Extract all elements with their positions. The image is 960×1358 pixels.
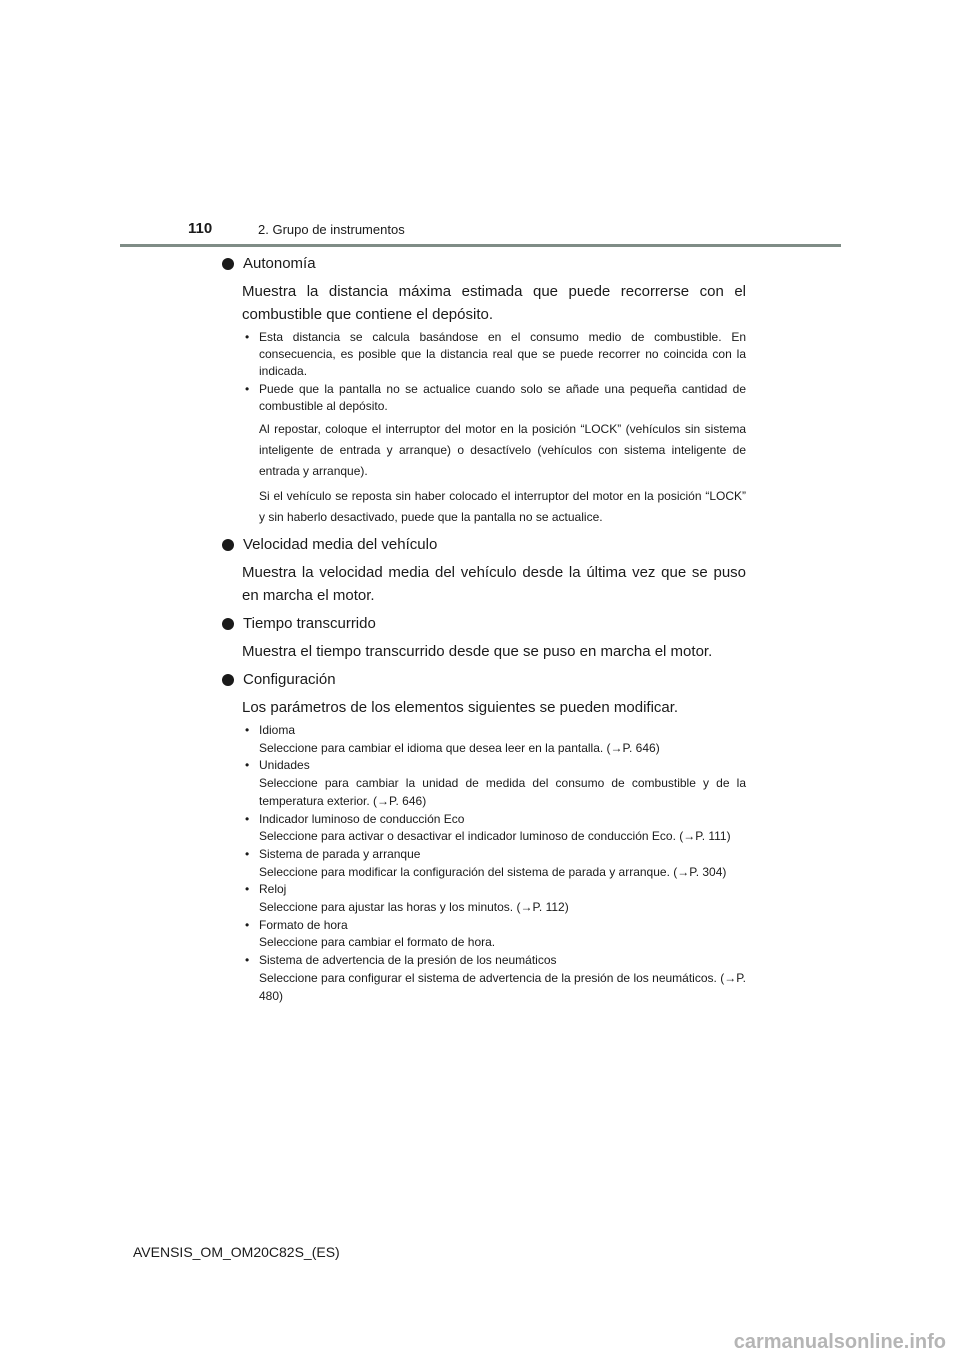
- bullet-circle-icon: [222, 258, 234, 270]
- section-body: Los parámetros de los elementos siguientes se pueden modificar.: [242, 699, 679, 716]
- settings-item-name: Sistema de advertencia de la presión de los neumáticos: [259, 953, 557, 968]
- watermark: carmanualsonline.info: [733, 1331, 946, 1353]
- section-autonomia: [222, 254, 746, 528]
- settings-item-name: Reloj: [259, 882, 287, 897]
- settings-item-name: Indicador luminoso de conducción Eco: [259, 811, 465, 826]
- section-heading-text: Velocidad media del vehículo: [243, 536, 438, 553]
- section-body: Muestra la distancia máxima estimada que puede recorrerse con el combustible que contiene el depósito.: [242, 283, 746, 323]
- section-title: 2. Grupo de instrumentos: [258, 222, 405, 237]
- note-item: • Esta distancia se calcula basándose en el consumo medio de combustible. En consecuencia, es posible que la distancia real que se puede recorrer no coincida con la indicada.: [242, 329, 746, 380]
- bullet-circle-icon: [222, 618, 234, 630]
- header-rule: [120, 244, 841, 247]
- settings-item-name: Formato de hora: [259, 917, 348, 932]
- section-heading-text: Tiempo transcurrido: [243, 615, 376, 632]
- section-velocidad: [222, 535, 746, 607]
- settings-item-desc: Seleccione para cambiar el formato de hora.: [259, 935, 496, 950]
- section-heading: [222, 535, 746, 555]
- settings-item-unidades: [242, 757, 746, 810]
- bullet-circle-icon: [222, 539, 234, 551]
- section-heading: [222, 254, 746, 274]
- settings-item-desc: Seleccione para activar o desactivar el indicador luminoso de conducción Eco. (→P. 111): [259, 829, 731, 844]
- section-body: Muestra la velocidad media del vehículo desde la última vez que se puso en marcha el motor.: [242, 564, 746, 604]
- settings-item-desc: Seleccione para modificar la configuración del sistema de parada y arranque. (→P. 304): [259, 864, 727, 879]
- settings-item-name: Sistema de parada y arranque: [259, 846, 421, 861]
- settings-item-eco: [242, 811, 746, 846]
- section-body: Muestra el tiempo transcurrido desde que se puso en marcha el motor.: [242, 643, 713, 660]
- section-heading-text: Autonomía: [243, 255, 316, 272]
- bullet-circle-icon: [222, 674, 234, 686]
- settings-list: [242, 722, 746, 1005]
- settings-item-desc: Seleccione para cambiar el idioma que desea leer en la pantalla. (→P. 646): [259, 740, 660, 755]
- section-heading-text: Configuración: [243, 671, 336, 688]
- note-paragraph: Al repostar, coloque el interruptor del motor en la posición “LOCK” (vehículos sin sistema inteligente de entrada y arranque) o desactívelo (vehículos con sistema inteligente de entrada y arranque).: [259, 422, 746, 478]
- settings-item-reloj: [242, 881, 746, 916]
- settings-item-name: Unidades: [259, 758, 310, 773]
- page-number: 110: [188, 220, 213, 237]
- settings-item-formato: [242, 917, 746, 952]
- settings-item-desc: Seleccione para cambiar la unidad de medida del consumo de combustible y de la temperatura exterior. (→P. 646): [259, 776, 746, 808]
- note-item: • Puede que la pantalla no se actualice cuando solo se añade una pequeña cantidad de combustible al depósito.: [242, 381, 746, 415]
- settings-item-neumaticos: [242, 952, 746, 1005]
- settings-item-idioma: [242, 722, 746, 757]
- section-configuracion: [222, 670, 746, 1005]
- note-paragraph: Si el vehículo se reposta sin haber colocado el interruptor del motor en la posición “LOCK” y sin haberlo desactivado, puede que la pantalla no se actualice.: [259, 489, 746, 524]
- footer-document-code: AVENSIS_OM_OM20C82S_(ES): [133, 1244, 340, 1260]
- settings-item-parada: [242, 846, 746, 881]
- settings-item-desc: Seleccione para ajustar las horas y los minutos. (→P. 112): [259, 900, 569, 915]
- section-heading: [222, 614, 746, 634]
- settings-item-desc: Seleccione para configurar el sistema de advertencia de la presión de los neumáticos. (→P. 480): [259, 970, 746, 1003]
- settings-item-name: Idioma: [259, 723, 296, 737]
- section-tiempo: [222, 614, 746, 663]
- page-content: [222, 254, 746, 1012]
- section-heading: [222, 670, 746, 690]
- note-list: [242, 329, 746, 415]
